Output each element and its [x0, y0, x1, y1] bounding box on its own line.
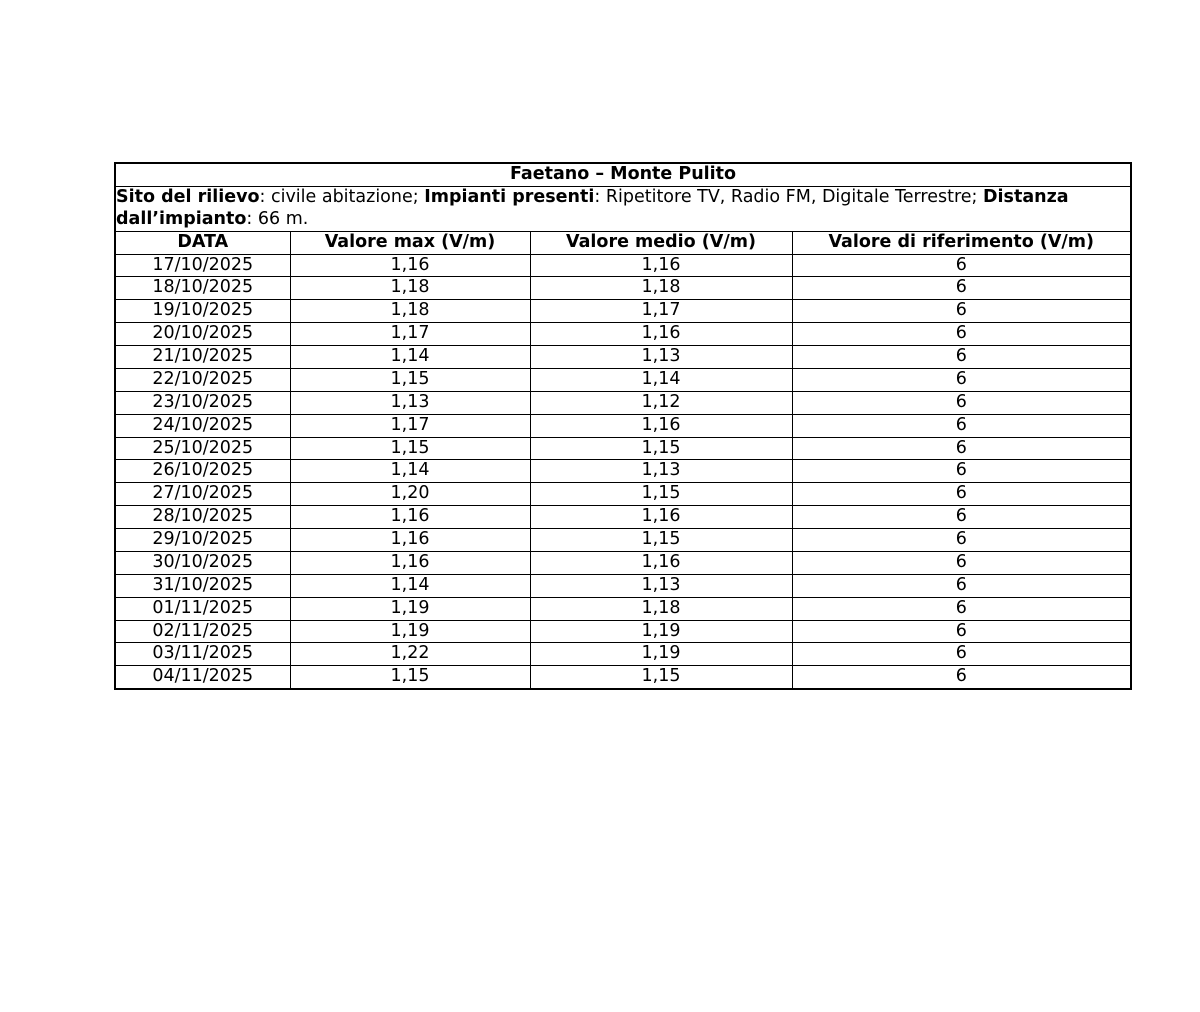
cell-max: 1,14 [290, 574, 530, 597]
cell-medio: 1,16 [530, 551, 792, 574]
table-title-row [115, 163, 1131, 186]
cell-medio: 1,16 [530, 506, 792, 529]
cell-riferimento: 6 [792, 574, 1131, 597]
table-row [115, 597, 1131, 620]
cell-max: 1,18 [290, 300, 530, 323]
cell-max: 1,17 [290, 414, 530, 437]
cell-riferimento: 6 [792, 666, 1131, 689]
table-row [115, 277, 1131, 300]
cell-riferimento: 6 [792, 483, 1131, 506]
cell-medio: 1,15 [530, 437, 792, 460]
distanza-value: : 66 m. [246, 208, 309, 229]
table-row [115, 551, 1131, 574]
cell-max: 1,16 [290, 254, 530, 277]
cell-max: 1,22 [290, 643, 530, 666]
cell-riferimento: 6 [792, 597, 1131, 620]
cell-riferimento: 6 [792, 620, 1131, 643]
cell-date: 31/10/2025 [115, 574, 290, 597]
cell-date: 30/10/2025 [115, 551, 290, 574]
cell-max: 1,14 [290, 460, 530, 483]
cell-date: 26/10/2025 [115, 460, 290, 483]
column-header-medio: Valore medio (V/m) [530, 231, 792, 254]
cell-date: 25/10/2025 [115, 437, 290, 460]
cell-date: 21/10/2025 [115, 346, 290, 369]
table-info-row [115, 186, 1131, 231]
cell-riferimento: 6 [792, 368, 1131, 391]
cell-riferimento: 6 [792, 506, 1131, 529]
cell-medio: 1,16 [530, 414, 792, 437]
cell-medio: 1,13 [530, 460, 792, 483]
cell-max: 1,17 [290, 323, 530, 346]
cell-medio: 1,17 [530, 300, 792, 323]
cell-riferimento: 6 [792, 277, 1131, 300]
cell-medio: 1,19 [530, 620, 792, 643]
cell-riferimento: 6 [792, 346, 1131, 369]
table-row [115, 391, 1131, 414]
cell-max: 1,16 [290, 529, 530, 552]
table-row [115, 323, 1131, 346]
table-row [115, 620, 1131, 643]
cell-date: 17/10/2025 [115, 254, 290, 277]
impianti-label: Impianti presenti [424, 186, 595, 207]
cell-riferimento: 6 [792, 529, 1131, 552]
cell-date: 19/10/2025 [115, 300, 290, 323]
cell-date: 01/11/2025 [115, 597, 290, 620]
page-title: Faetano – Monte Pulito [115, 163, 1131, 186]
cell-date: 29/10/2025 [115, 529, 290, 552]
cell-medio: 1,15 [530, 529, 792, 552]
cell-max: 1,20 [290, 483, 530, 506]
table-row [115, 414, 1131, 437]
column-header-date: DATA [115, 231, 290, 254]
cell-max: 1,13 [290, 391, 530, 414]
cell-medio: 1,18 [530, 597, 792, 620]
cell-date: 27/10/2025 [115, 483, 290, 506]
cell-max: 1,16 [290, 506, 530, 529]
cell-date: 23/10/2025 [115, 391, 290, 414]
cell-max: 1,15 [290, 368, 530, 391]
table-row [115, 666, 1131, 689]
table-row [115, 574, 1131, 597]
cell-medio: 1,15 [530, 666, 792, 689]
cell-riferimento: 6 [792, 551, 1131, 574]
table-row [115, 529, 1131, 552]
cell-medio: 1,13 [530, 346, 792, 369]
cell-max: 1,15 [290, 437, 530, 460]
cell-date: 03/11/2025 [115, 643, 290, 666]
cell-max: 1,19 [290, 597, 530, 620]
cell-riferimento: 6 [792, 300, 1131, 323]
cell-date: 18/10/2025 [115, 277, 290, 300]
cell-medio: 1,14 [530, 368, 792, 391]
column-header-riferimento: Valore di riferimento (V/m) [792, 231, 1131, 254]
table-row [115, 346, 1131, 369]
cell-date: 04/11/2025 [115, 666, 290, 689]
cell-medio: 1,12 [530, 391, 792, 414]
table-row [115, 460, 1131, 483]
cell-max: 1,18 [290, 277, 530, 300]
table-row [115, 300, 1131, 323]
cell-medio: 1,15 [530, 483, 792, 506]
cell-medio: 1,16 [530, 323, 792, 346]
cell-max: 1,14 [290, 346, 530, 369]
table-header-row [115, 231, 1131, 254]
table-row [115, 254, 1131, 277]
impianti-value: : Ripetitore TV, Radio FM, Digitale Terrestre; [594, 186, 984, 207]
cell-riferimento: 6 [792, 643, 1131, 666]
cell-medio: 1,18 [530, 277, 792, 300]
cell-medio: 1,19 [530, 643, 792, 666]
site-info [115, 186, 1131, 231]
document-page [114, 162, 1132, 690]
cell-riferimento: 6 [792, 254, 1131, 277]
table-row [115, 437, 1131, 460]
column-header-max: Valore max (V/m) [290, 231, 530, 254]
measurements-table [114, 162, 1132, 690]
cell-max: 1,15 [290, 666, 530, 689]
site-label: Sito del rilievo [116, 186, 260, 207]
table-row [115, 506, 1131, 529]
cell-max: 1,19 [290, 620, 530, 643]
cell-date: 22/10/2025 [115, 368, 290, 391]
distanza-label: Distanza dall’impianto [116, 186, 1069, 229]
cell-date: 20/10/2025 [115, 323, 290, 346]
cell-date: 02/11/2025 [115, 620, 290, 643]
site-value: : civile abitazione; [259, 186, 425, 207]
cell-riferimento: 6 [792, 391, 1131, 414]
cell-max: 1,16 [290, 551, 530, 574]
table-row [115, 368, 1131, 391]
cell-medio: 1,13 [530, 574, 792, 597]
table-row [115, 483, 1131, 506]
cell-riferimento: 6 [792, 414, 1131, 437]
cell-medio: 1,16 [530, 254, 792, 277]
cell-riferimento: 6 [792, 460, 1131, 483]
table-row [115, 643, 1131, 666]
cell-date: 28/10/2025 [115, 506, 290, 529]
cell-riferimento: 6 [792, 323, 1131, 346]
cell-date: 24/10/2025 [115, 414, 290, 437]
cell-riferimento: 6 [792, 437, 1131, 460]
